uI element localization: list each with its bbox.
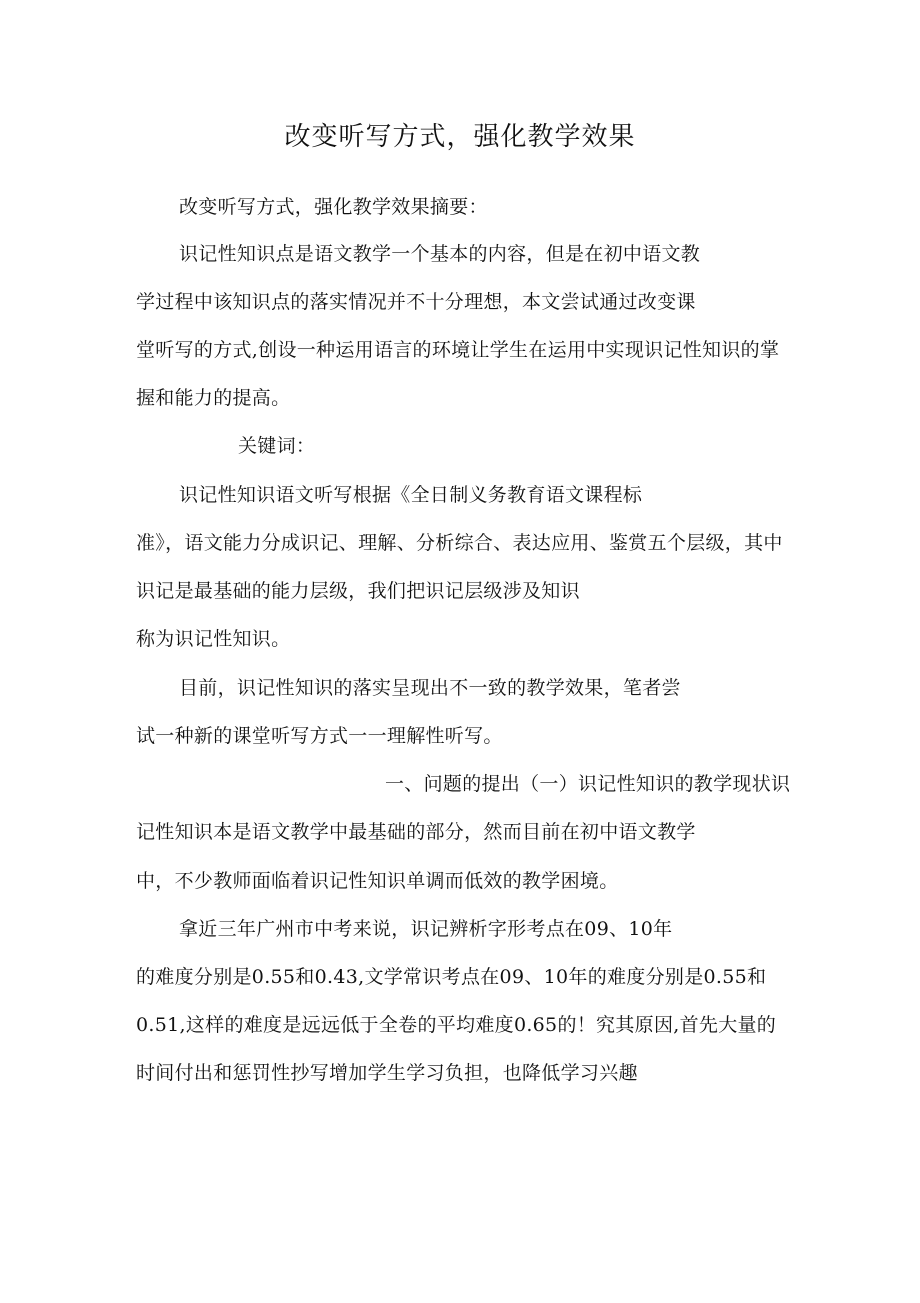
- paragraph-line: 准》，语文能力分成识记、理解、分析综合、表达应用、鉴赏五个层级，其中: [136, 532, 783, 554]
- paragraph-line: 识记是最基础的能力层级，我们把识记层级涉及知识: [136, 580, 580, 602]
- paragraph-line: 目前，识记性知识的落实呈现出不一致的教学效果，笔者尝: [179, 677, 681, 699]
- paragraph-line: 拿近三年广州市中考来说，识记辨析字形考点在09、10年: [179, 918, 673, 940]
- paragraph-line: 记性知识本是语文教学中最基础的部分，然而目前在初中语文教学: [136, 821, 696, 843]
- paragraph-line: 握和能力的提高。: [136, 387, 291, 409]
- paragraph-line: 0.51,这样的难度是远远低于全卷的平均难度0.65的！究其原因,首先大量的: [136, 1014, 777, 1036]
- paragraph-line: 堂听写的方式,创设一种运用语言的环境让学生在运用中实现识记性知识的掌: [136, 339, 780, 361]
- paragraph-line: 中，不少教师面临着识记性知识单调而低效的教学困境。: [136, 870, 619, 892]
- keywords-heading: 关键词：: [238, 435, 316, 457]
- paragraph-line: 的难度分别是0.55和0.43,文学常识考点在09、10年的难度分别是0.55和: [136, 966, 767, 988]
- paragraph-line: 学过程中该知识点的落实情况并不十分理想，本文尝试通过改变课: [136, 291, 696, 313]
- paragraph-line: 试一种新的课堂听写方式一一理解性听写。: [136, 725, 503, 747]
- paragraph-line: 识记性知识点是语文教学一个基本的内容，但是在初中语文教: [179, 243, 701, 265]
- paragraph-line: 称为识记性知识。: [136, 628, 291, 650]
- abstract-heading: 改变听写方式，强化教学效果摘要：: [179, 196, 488, 218]
- paragraph-line: 时间付出和惩罚性抄写增加学生学习负担，也降低学习兴趣: [136, 1062, 638, 1084]
- document-title: 改变听写方式，强化教学效果: [284, 122, 636, 152]
- section-heading: 一、问题的提出（一）识记性知识的教学现状识: [385, 773, 791, 795]
- paragraph-line: 识记性知识语文听写根据《全日制义务教育语文课程标: [179, 484, 643, 506]
